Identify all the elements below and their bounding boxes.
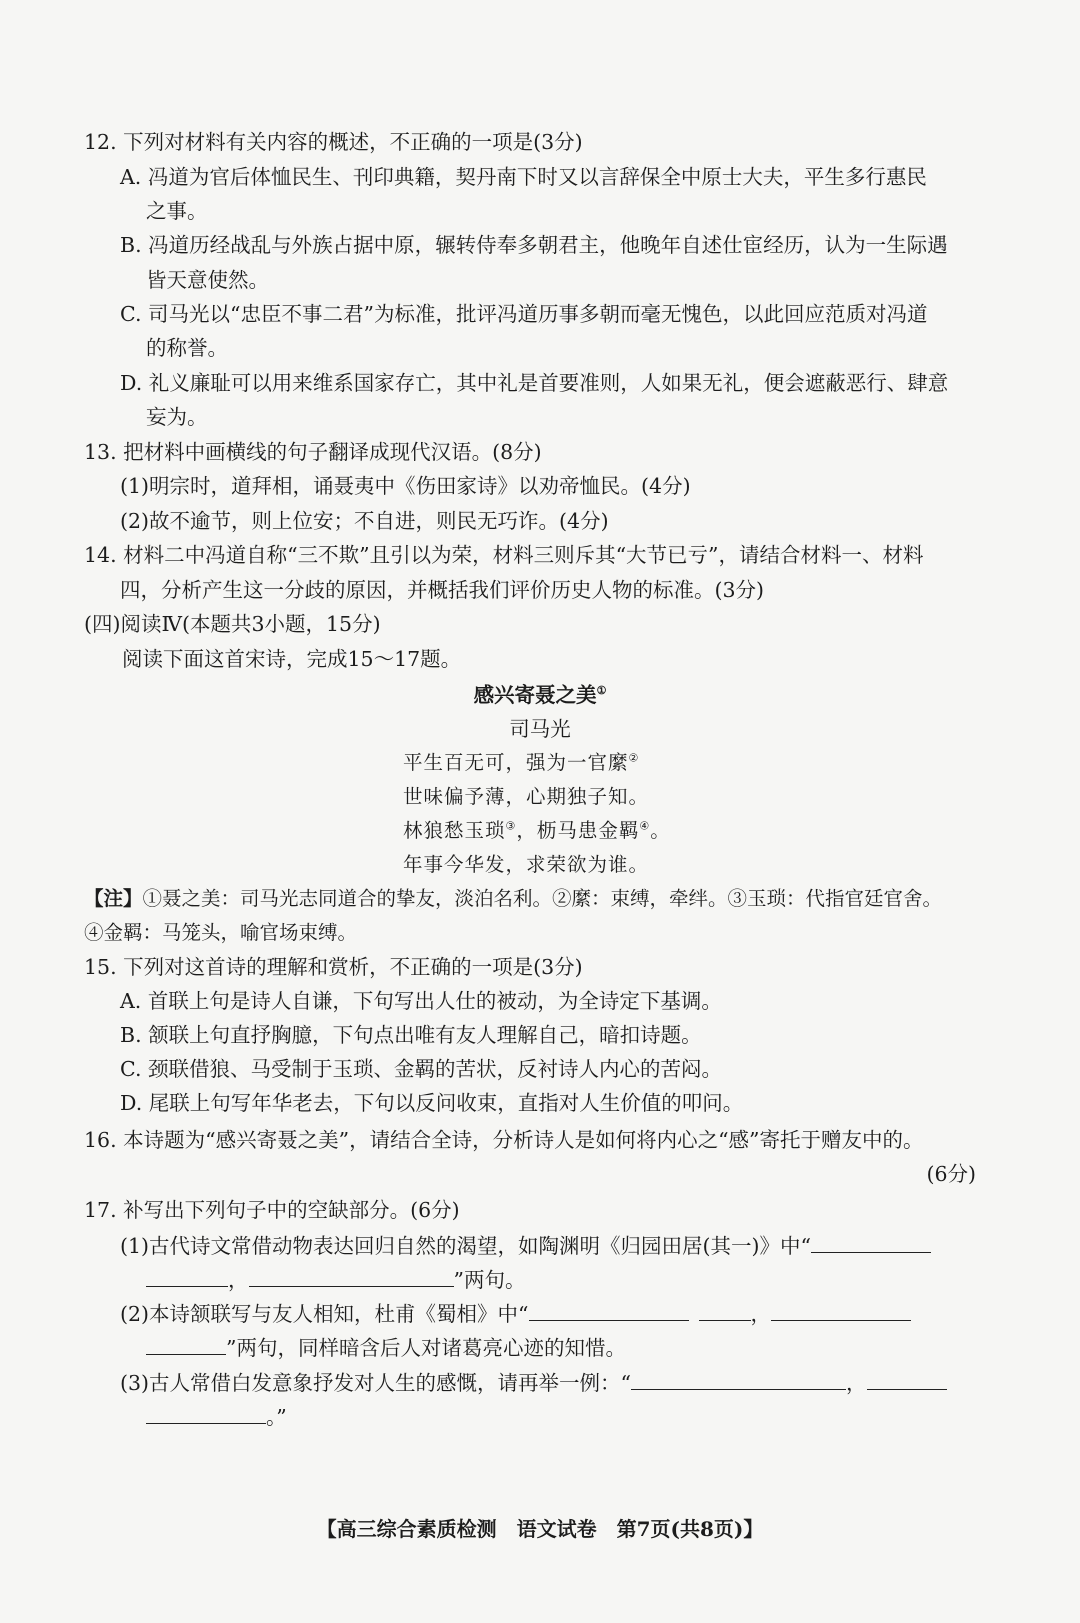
page-footer <box>0 1514 1080 1544</box>
answer-blank[interactable] <box>146 1401 266 1424</box>
q12-option-a-cont: 之事。 <box>146 199 208 223</box>
answer-blank[interactable] <box>811 1230 931 1253</box>
poem-title-text: 感兴寄聂之美 <box>473 683 597 707</box>
answer-blank[interactable] <box>867 1367 947 1390</box>
q12-option-c: C. 司马光以“忠臣不事二君”为标准，批评冯道历事多朝而毫无愧色，以此回应范质对冯道 <box>120 302 928 326</box>
q15-option-a: A. 首联上句是诗人自谦，下句写出人仕的被动，为全诗定下基调。 <box>120 989 722 1013</box>
poem-line-2: 世味偏予薄，心期独子知。 <box>403 785 650 808</box>
q12-option-b: B. 冯道历经战乱与外族占据中原，辗转侍奉多朝君主，他晚年自述仕宦经历，认为一生际遇 <box>120 233 948 257</box>
q15-option-d: D. 尾联上句写年华老去，下句以反问收束，直指对人生价值的叩问。 <box>120 1091 744 1115</box>
q14-line-1: 14. 材料二中冯道自称“三不欺”且引以为荣，材料三则斥其“大节已亏”，请结合材料一、材料 <box>84 543 924 567</box>
q15-option-c: C. 颈联借狼、马受制于玉琐、金羁的苦状，反衬诗人内心的苦闷。 <box>120 1057 722 1081</box>
poem-line-3 <box>403 816 671 846</box>
poem-line-3-footnote-b: ④ <box>639 819 651 833</box>
answer-blank[interactable] <box>699 1298 751 1321</box>
q17-part-2 <box>120 1298 911 1329</box>
poem-notes-line-2: ④金羁：马笼头，喻官场束缚。 <box>84 921 358 944</box>
q17-part-3 <box>120 1367 947 1398</box>
poem-author: 司马光 <box>509 717 571 741</box>
answer-blank[interactable] <box>146 1264 228 1287</box>
answer-blank[interactable] <box>249 1264 454 1287</box>
q14-line-2: 四，分析产生这一分歧的原因，并概括我们评价历史人物的标准。(3分) <box>120 578 765 602</box>
q15-option-b: B. 颔联上句直抒胸臆，下句点出唯有友人理解自己，暗扣诗题。 <box>120 1023 702 1047</box>
q12-option-d: D. 礼义廉耻可以用来维系国家存亡，其中礼是首要准则，人如果无礼，便会遮蔽恶行、肆意 <box>120 371 949 395</box>
q17-part-2-cont <box>146 1332 626 1363</box>
q17-part-3-cont <box>146 1401 287 1432</box>
q16-points: (6分) <box>926 1162 976 1186</box>
answer-blank[interactable] <box>529 1298 689 1321</box>
answer-blank[interactable] <box>146 1332 226 1355</box>
poem-notes-line-1 <box>84 884 942 914</box>
q17-part-2-sep: ， <box>750 1302 772 1326</box>
q13-stem: 13. 把材料中画横线的句子翻译成现代汉语。(8分) <box>84 440 542 464</box>
q12-option-c-cont: 的称誉。 <box>146 336 228 360</box>
poem-line-3-text-c: 。 <box>650 819 671 842</box>
q15-stem: 15. 下列对这首诗的理解和赏析，不正确的一项是(3分) <box>84 955 583 979</box>
q17-part-3-sep: ， <box>846 1371 867 1395</box>
q17-part-3-text: (3)古人常借白发意象抒发对人生的感慨，请再举一例：“ <box>120 1371 632 1395</box>
q12-option-d-cont: 妄为。 <box>146 405 208 429</box>
poem-line-1-text: 平生百无可，强为一官縻 <box>403 751 629 774</box>
poem-line-3-text-a: 林狼愁玉琐 <box>403 819 506 842</box>
poem-line-3-text-b: ，枥马患金羁 <box>516 819 640 842</box>
q12-stem: 12. 下列对材料有关内容的概述，不正确的一项是(3分) <box>84 130 583 154</box>
section-header: (四)阅读Ⅳ(本题共3小题，15分) <box>84 612 381 636</box>
q13-sentence-1: (1)明宗时，道拜相，诵聂夷中《伤田家诗》以劝帝恤民。(4分) <box>120 474 691 498</box>
poem-line-3-footnote-a: ③ <box>505 819 517 833</box>
poem-line-1 <box>403 748 639 778</box>
q12-option-a: A. 冯道为官后体恤民生、刊印典籍，契丹南下时又以言辞保全中原士大夫，平生多行惠民 <box>120 165 927 189</box>
q17-stem: 17. 补写出下列句子中的空缺部分。(6分) <box>84 1198 460 1222</box>
footer-exam: 【高三综合素质检测 <box>316 1517 497 1541</box>
poem-title <box>0 680 1080 710</box>
q12-option-b-cont: 皆天意使然。 <box>146 268 269 292</box>
poem-line-4: 年事今华发，求荣欲为谁。 <box>403 853 650 876</box>
notes-label: 【注】 <box>84 887 143 910</box>
q17-part-1 <box>120 1230 931 1261</box>
notes-text-1: ①聂之美：司马光志同道合的挚友，淡泊名利。②縻：束缚，牵绊。③玉琐：代指官廷官舍。 <box>142 887 943 910</box>
answer-blank[interactable] <box>631 1367 846 1390</box>
q13-sentence-2: (2)故不逾节，则上位安；不自进，则民无巧诈。(4分) <box>120 509 609 533</box>
footer-page-number: 第7页(共8页)】 <box>616 1517 764 1541</box>
q17-part-1-cont <box>146 1264 525 1295</box>
poem-title-footnote: ① <box>596 684 607 698</box>
q17-part-3-end: 。” <box>266 1405 287 1429</box>
q17-part-1-end: ”两句。 <box>453 1268 526 1292</box>
poem-line-1-footnote: ② <box>628 751 640 765</box>
q17-part-1-sep: ， <box>228 1268 249 1292</box>
q16-line-1: 16. 本诗题为“感兴寄聂之美”，请结合全诗，分析诗人是如何将内心之“感”寄托于赠友中的。 <box>84 1128 924 1152</box>
q17-part-2-text: (2)本诗颔联写与友人相知，杜甫《蜀相》中“ <box>120 1302 529 1326</box>
answer-blank[interactable] <box>771 1298 911 1321</box>
q17-part-2-end: ”两句，同样暗含后人对诸葛亮心迹的知惜。 <box>226 1336 626 1360</box>
q17-part-1-text: (1)古代诗文常借动物表达回归自然的渴望，如陶渊明《归园田居(其一)》中“ <box>120 1234 812 1258</box>
section-instruction: 阅读下面这首宋诗，完成15～17题。 <box>122 647 462 671</box>
footer-subject: 语文试卷 <box>516 1517 597 1541</box>
